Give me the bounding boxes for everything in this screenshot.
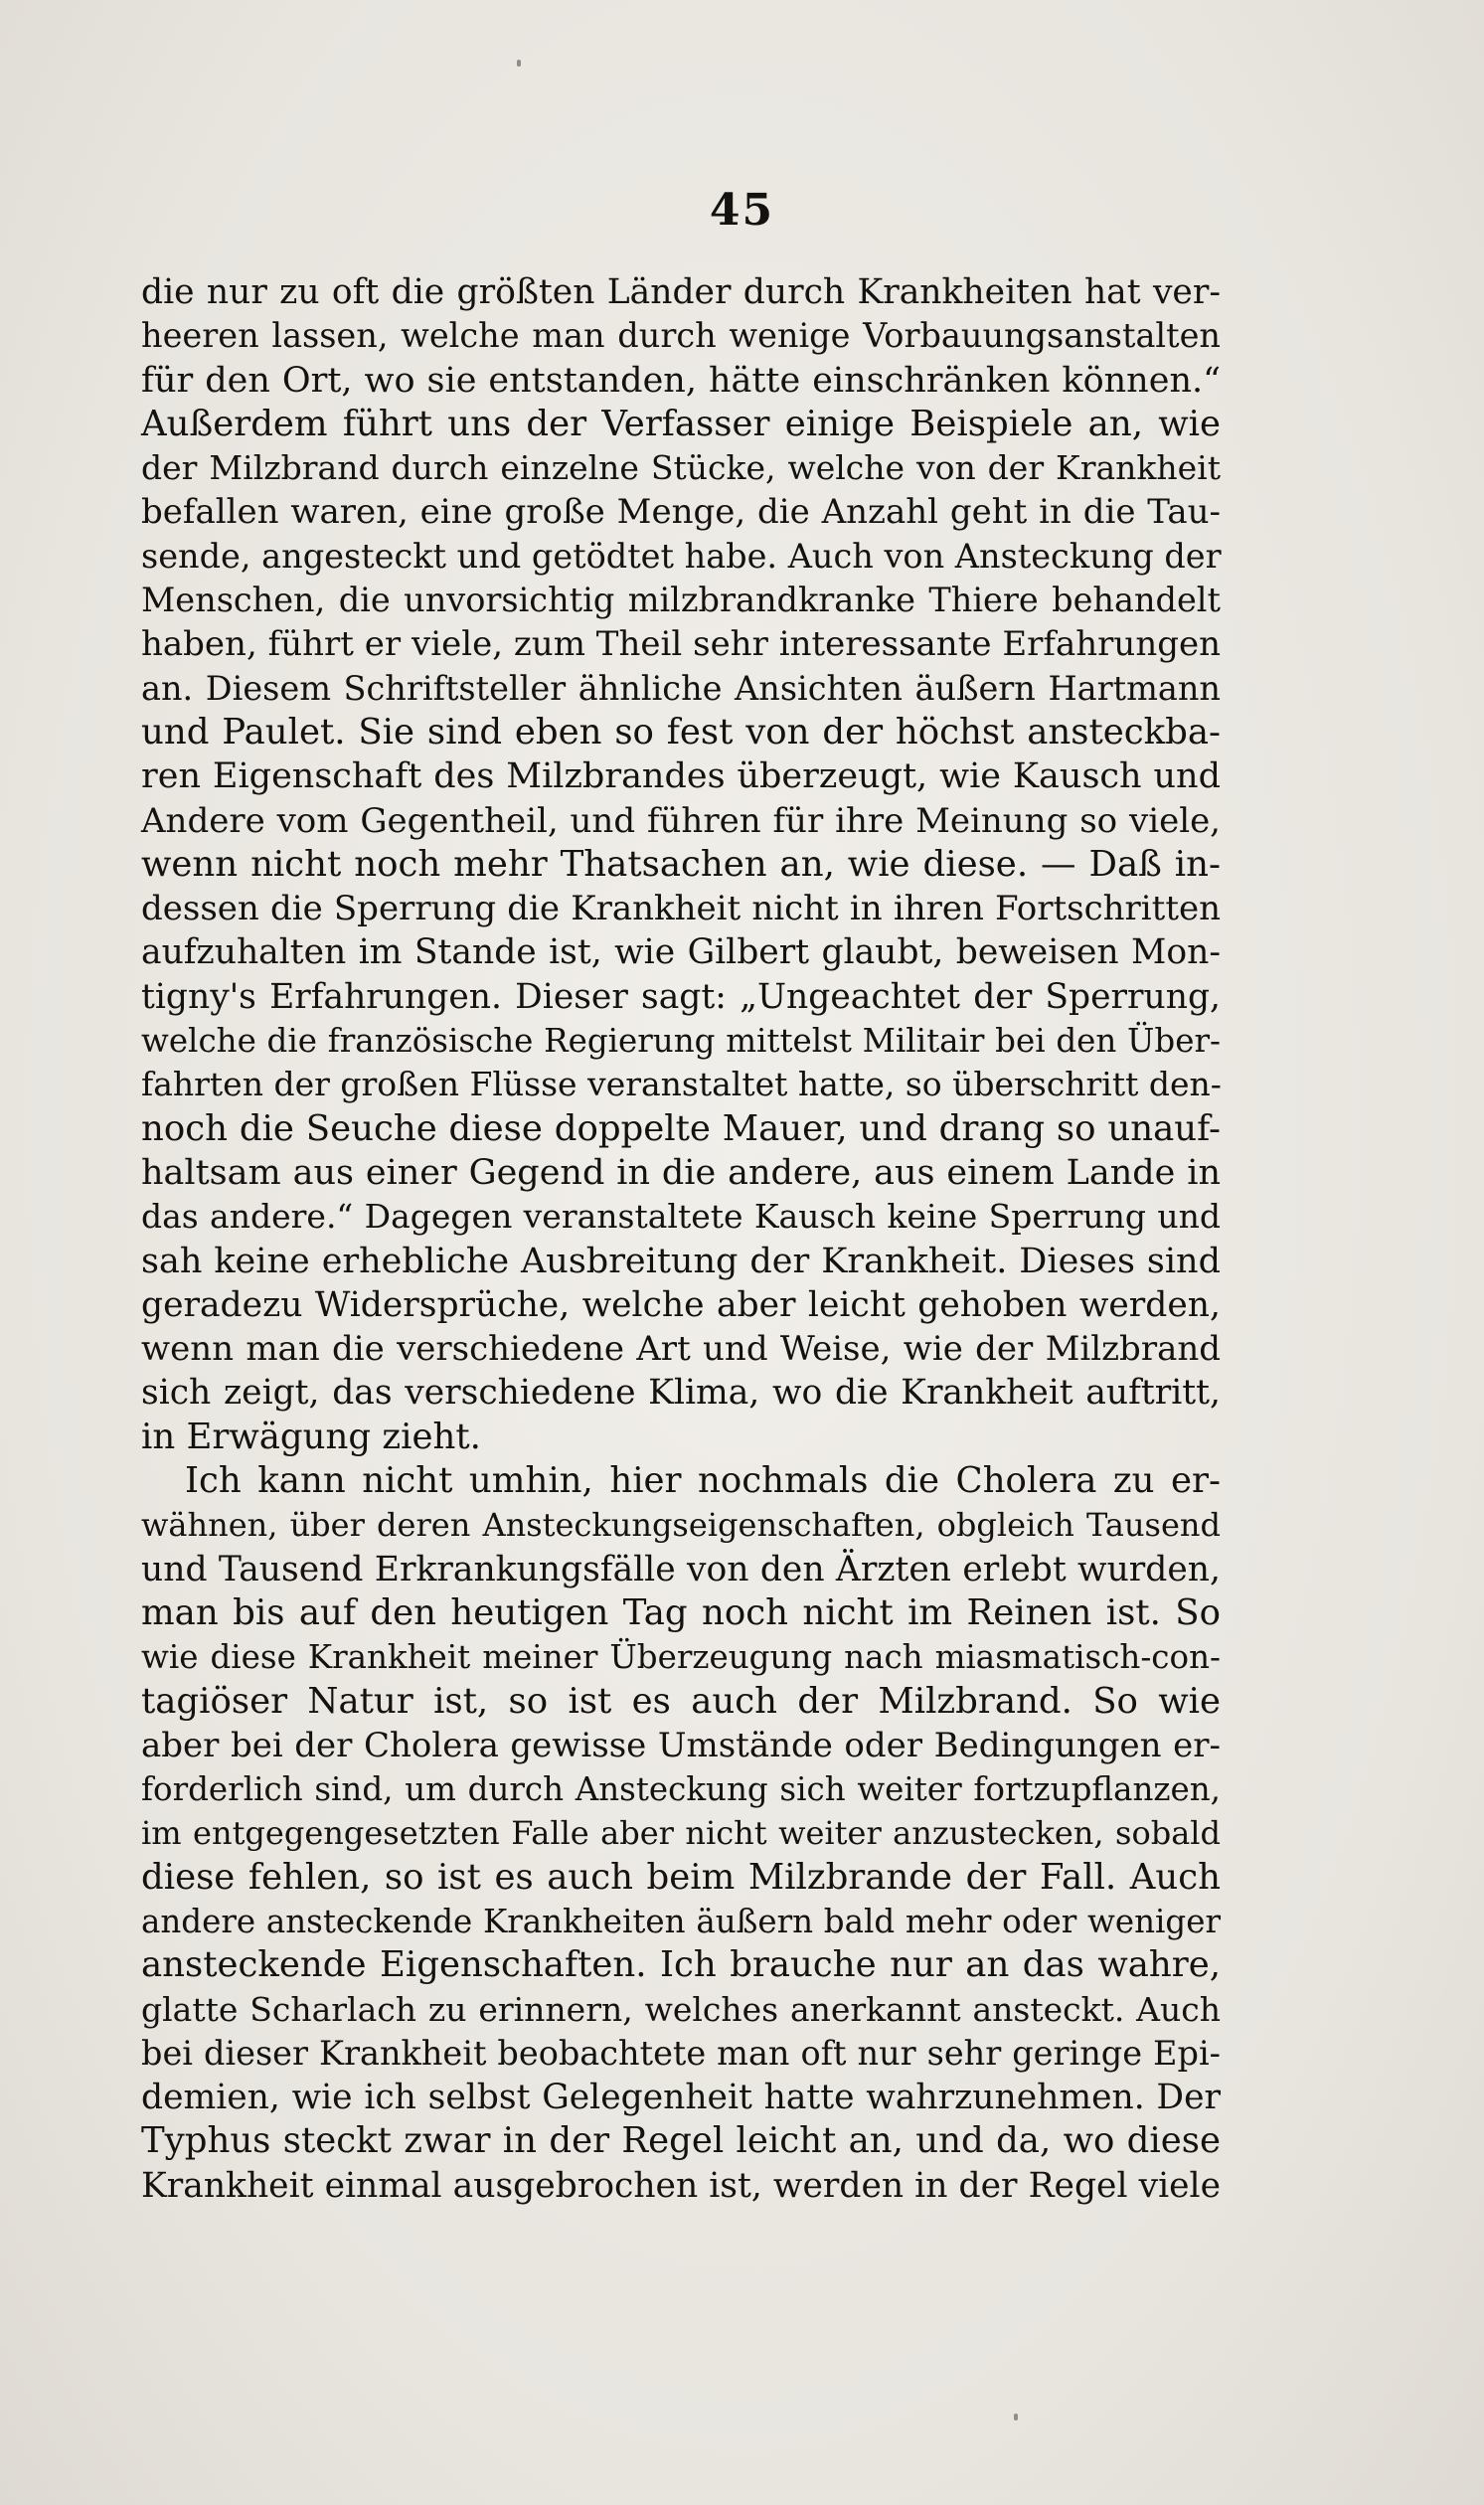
text-line: aber bei der Cholera gewisse Umstände oder Bedingungen er- (141, 1725, 1221, 1765)
text-line: forderlich sind, um durch Ansteckung sich weiter fortzupflanzen, (141, 1770, 1221, 1809)
text-line: heeren lassen, welche man durch wenige Vorbauungsanstalten (141, 316, 1221, 356)
text-line: Typhus steckt zwar in der Regel leicht an, und da, wo diese (141, 2120, 1221, 2162)
text-line: bei dieser Krankheit beobachtete man oft nur sehr geringe Epi- (141, 2033, 1221, 2073)
text-line: im entgegengesetzten Falle aber nicht weiter anzustecken, sobald (141, 1814, 1221, 1853)
text-line: befallen waren, eine große Menge, die Anzahl geht in die Tau- (141, 492, 1221, 533)
text-line: tigny's Erfahrungen. Dieser sagt: „Ungeachtet der Sperrung, (141, 976, 1221, 1017)
text-line: für den Ort, wo sie entstanden, hätte einschränken können.“ (141, 360, 1221, 401)
text-line: man bis auf den heutigen Tag noch nicht im Reinen ist. So (141, 1591, 1221, 1633)
text-line: Andere vom Gegentheil, und führen für ihre Meinung so viele, (141, 800, 1221, 841)
text-line: ansteckende Eigenschaften. Ich brauche nur an das wahre, (141, 1944, 1221, 1986)
text-line: wenn man die verschiedene Art und Weise, wie der Milzbrand (141, 1329, 1221, 1370)
text-line: andere ansteckende Krankheiten äußern bald mehr oder weniger (141, 1902, 1221, 1940)
text-line: geradezu Widersprüche, welche aber leicht gehoben werden, (141, 1284, 1221, 1325)
text-line: die nur zu oft die größten Länder durch Krankheiten hat ver- (141, 272, 1221, 312)
text-line: in Erwägung zieht. (141, 1416, 481, 1457)
page-number: 45 (709, 185, 775, 236)
text-line: sah keine erhebliche Ausbreitung der Krankheit. Dieses sind (141, 1241, 1221, 1281)
text-line: tagiöser Natur ist, so ist es auch der Milzbrand. So wie (141, 1680, 1221, 1722)
text-line: fahrten der großen Flüsse veranstaltet hatte, so überschritt den- (141, 1065, 1222, 1104)
text-line: haben, führt er viele, zum Theil sehr interessante Erfahrungen (141, 624, 1221, 665)
body-text (141, 270, 1221, 2208)
text-line: aufzuhalten im Stande ist, wie Gilbert glaubt, beweisen Mon- (141, 932, 1221, 973)
text-line: sich zeigt, das verschiedene Klima, wo die Krankheit auftritt, (141, 1373, 1221, 1414)
text-line: sende, angesteckt und getödtet habe. Auch von Ansteckung der (141, 536, 1222, 576)
text-line: welche die französische Regierung mittelst Militair bei den Über- (141, 1022, 1221, 1061)
text-line: Außerdem führt uns der Verfasser einige Beispiele an, wie (141, 403, 1221, 444)
text-line: wähnen, über deren Ansteckungseigenschaften, obgleich Tausend (141, 1506, 1221, 1545)
text-line: haltsam aus einer Gegend in die andere, aus einem Lande in (141, 1152, 1221, 1193)
text-line: Menschen, die unvorsichtig milzbrandkranke Thiere behandelt (141, 581, 1221, 620)
text-line: demien, wie ich selbst Gelegenheit hatte wahrzunehmen. Der (141, 2078, 1221, 2118)
text-line: ren Eigenschaft des Milzbrandes überzeugt, wie Kausch und (141, 756, 1221, 797)
text-line: und Tausend Erkrankungsfälle von den Ärzten erlebt wurden, (141, 1549, 1221, 1589)
text-line: der Milzbrand durch einzelne Stücke, welche von der Krankheit (141, 448, 1221, 488)
text-line: wenn nicht noch mehr Thatsachen an, wie diese. — Daß in- (141, 843, 1221, 885)
ink-speck (517, 60, 521, 67)
text-line: Krankheit einmal ausgebrochen ist, werden in der Regel viele (141, 2165, 1221, 2206)
text-line: das andere.“ Dagegen veranstaltete Kausch keine Sperrung und (141, 1197, 1221, 1237)
text-line: und Paulet. Sie sind eben so fest von der höchst ansteckba- (141, 711, 1221, 752)
ink-speck (1014, 2414, 1018, 2421)
text-line: an. Diesem Schriftsteller ähnliche Ansichten äußern Hartmann (141, 668, 1221, 708)
text-line: noch die Seuche diese doppelte Mauer, und drang so unauf- (141, 1107, 1221, 1149)
text-line: diese fehlen, so ist es auch beim Milzbrande der Fall. Auch (141, 1856, 1221, 1898)
text-line: wie diese Krankheit meiner Überzeugung nach miasmatisch-con- (141, 1638, 1221, 1677)
text-line: dessen die Sperrung die Krankheit nicht in ihren Fortschritten (141, 889, 1221, 929)
text-line: glatte Scharlach zu erinnern, welches anerkannt ansteckt. Auch (141, 1989, 1221, 2029)
text-line: Ich kann nicht umhin, hier nochmals die Cholera zu er- (185, 1460, 1221, 1502)
